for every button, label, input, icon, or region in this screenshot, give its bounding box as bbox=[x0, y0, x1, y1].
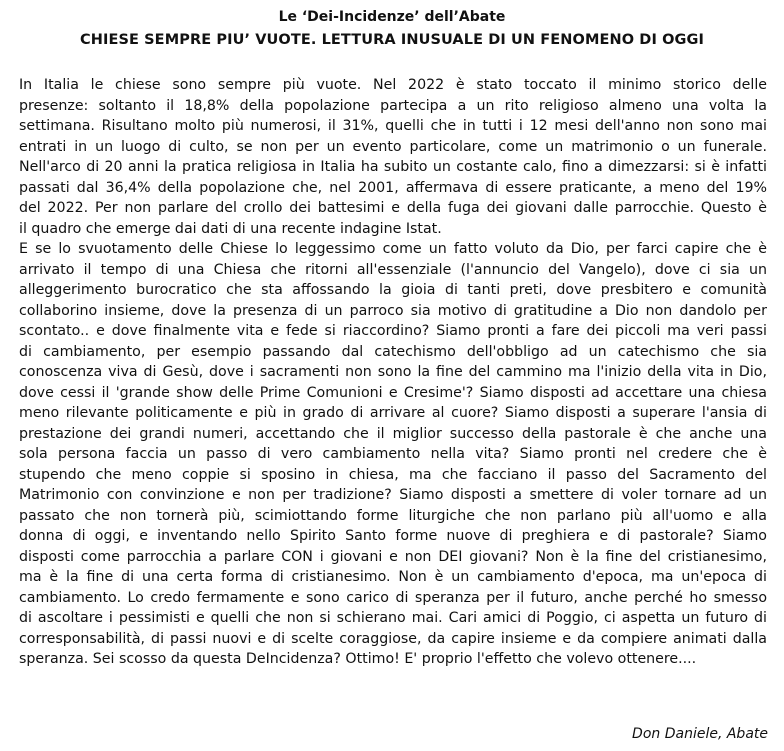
body-line: Matrimonio con convinzione e non per tradizione? Siamo disposti a smettere di voler tornare ad un bbox=[19, 487, 767, 503]
body-line: passati dal 36,4% della popolazione che, nel 2001, affermava di essere praticante, a meno del 19% bbox=[19, 179, 767, 196]
article-body bbox=[19, 75, 767, 670]
body-line: disposti come parrocchia a parlare CON i giovani e non DEI giovani? Non è la fine del cristianesimo, bbox=[19, 548, 767, 565]
body-line: di ascoltare i pessimisti e quelli che non si schierano mai. Cari amici di Poggio, ci aspetta un futuro di bbox=[19, 610, 767, 626]
body-line: ma è la fine di una certa forma di cristianesimo. Non è un cambiamento d'epoca, ma un'epoca di bbox=[19, 569, 767, 585]
body-line: entrati in un luogo di culto, se non per un evento particolare, come un matrimonio o un funerale. bbox=[19, 138, 767, 155]
body-line: dove cessi il 'grande show delle Prime Comunioni e Cresime'? Siamo disposti ad accettare una chiesa bbox=[19, 384, 767, 401]
body-line: arrivato il tempo di una Chiesa che ritorni all'essenziale (l'annuncio del Vangelo), dove ci sia un bbox=[19, 261, 767, 278]
body-line: stupendo che meno coppie si sposino in chiesa, ma che facciano il passo del Sacramento del bbox=[19, 466, 767, 483]
body-line: del 2022. Per non parlare del crollo dei battesimi e della fuga dei giovani dalle parrocchie. Questo è bbox=[19, 200, 767, 216]
article-title: CHIESE SEMPRE PIU’ VUOTE. LETTURA INUSUALE DI UN FENOMENO DI OGGI bbox=[79, 32, 705, 48]
body-line: prestazione dei grandi numeri, accettando che il miglior successo della pastorale è che anche una bbox=[19, 425, 767, 442]
body-line: speranza. Sei scosso da questa DeIncidenza? Ottimo! E' proprio l'effetto che volevo ottenere.... bbox=[19, 651, 697, 667]
body-line: Nell'arco di 20 anni la pratica religiosa in Italia ha subito un costante calo, fino a dimezzarsi: si è infatti bbox=[19, 159, 767, 175]
body-line: meno rilevante politicamente e più in grado di arrivare al cuore? Siamo disposti a superare l'ansia di bbox=[19, 405, 767, 421]
body-line: il quadro che emerge dai dati di una recente indagine Istat. bbox=[19, 220, 442, 237]
body-line: collaborino insieme, dove la presenza di un parroco sia motivo di gratitudine a Dio non dandolo per bbox=[19, 302, 767, 319]
body-line: donna di oggi, e inventando nello Spirito Santo forme nuove di preghiera e di pastorale? Siamo bbox=[19, 528, 767, 544]
body-line: sola persona faccia un passo di vero cambiamento nella vita? Siamo pronti nel credere che è bbox=[19, 446, 767, 462]
body-line: alleggerimento burocratico che sta affossando la gioia di tanti preti, dove presbitero e comunità bbox=[19, 282, 767, 298]
body-line: E se lo svuotamento delle Chiese lo leggessimo come un fatto voluto da Dio, per farci capire che è bbox=[19, 241, 767, 257]
body-line: corresponsabilità, di passi nuovi e di scelte coraggiose, da capire insieme e da compiere animati dalla bbox=[19, 630, 767, 647]
body-line: cambiamento. Lo credo fermamente e sono carico di speranza per il futuro, anche perché ho smesso bbox=[19, 589, 767, 606]
body-line: scontato.. e dove finalmente vita e fede si riaccordino? Siamo pronti a fare dei piccoli ma veri passi bbox=[19, 323, 767, 339]
body-line: In Italia le chiese sono sempre più vuote. Nel 2022 è stato toccato il minimo storico delle bbox=[19, 77, 767, 93]
body-line: settimana. Risultano molto più numerosi, il 31%, quelli che in tutti i 12 mesi dell'anno non sono mai bbox=[19, 118, 767, 134]
body-line: presenze: soltanto il 18,8% della popolazione partecipa a un rito religioso almeno una volta la bbox=[19, 97, 767, 114]
body-line: di cambiamento, per esempio passando dal catechismo dell'obbligo ad un catechismo che sia bbox=[19, 343, 767, 360]
body-line: passato che non tornerà più, scimiottando forme liturgiche che non parlano più all'uomo e alla bbox=[19, 507, 767, 524]
author-signature: Don Daniele, Abate bbox=[632, 726, 768, 742]
column-subtitle: Le ‘Dei-Incidenze’ dell’Abate bbox=[278, 9, 506, 25]
body-line: conoscenza viva di Gesù, dove i sacramenti non sono la fine del cammino ma l'inizio della vita in Dio, bbox=[19, 364, 767, 380]
